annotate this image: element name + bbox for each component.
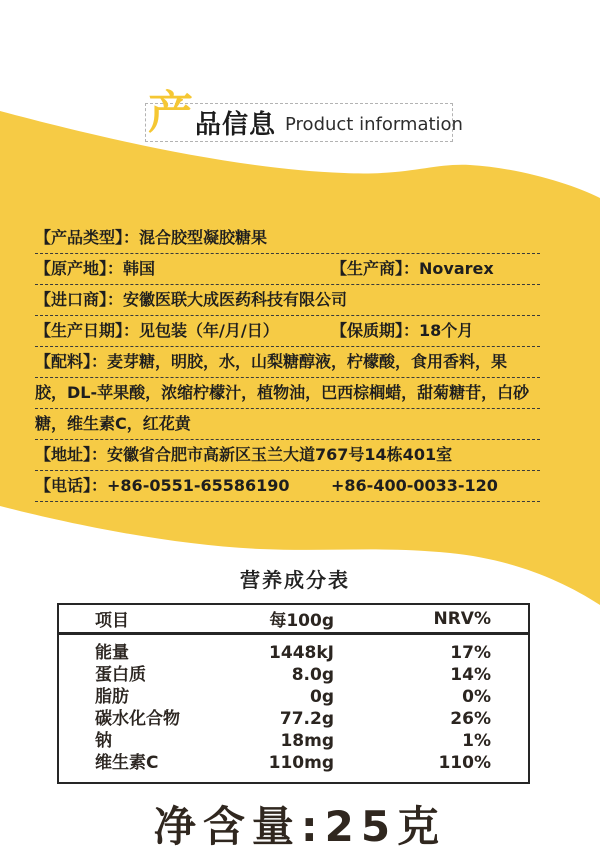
section-title-cn: 品信息: [195, 110, 277, 140]
nutrition-cell-per100g: 18mg: [280, 731, 334, 751]
info-value: Novarex: [419, 259, 494, 278]
info-value: 胶，DL-苹果酸，浓缩柠檬汁，植物油，巴西棕榈蜡，甜菊糖苷，白砂: [35, 383, 530, 402]
info-value: 18个月: [419, 321, 474, 340]
nutrition-row-sodium: [59, 730, 528, 752]
info-value: 混合胶型凝胶糖果: [139, 228, 268, 247]
accent-character: 产: [148, 86, 194, 139]
nutrition-cell-nrv: 14%: [450, 665, 491, 685]
info-label: 【原产地】：: [35, 259, 124, 278]
product-info-list: [35, 223, 540, 502]
info-segment-manufacturer: [331, 254, 494, 283]
nutrition-cell-name: 能量: [95, 643, 129, 663]
nutrition-header-per100g: 每100g: [269, 611, 334, 631]
nutrition-cell-nrv: 1%: [462, 731, 491, 751]
info-label: 【生产日期】：: [35, 321, 140, 340]
nutrition-row-energy: [59, 642, 528, 664]
info-segment-phone2: [331, 471, 498, 500]
nutrition-row-protein: [59, 664, 528, 686]
info-segment-shelf-life: [331, 316, 473, 345]
info-row-importer: [35, 285, 540, 316]
info-row-address: [35, 440, 540, 471]
info-label: 【地址】：: [35, 445, 108, 464]
info-label: 【配料】：: [35, 352, 108, 371]
nutrition-row-carbohydrate: [59, 708, 528, 730]
info-label: 【电话】：: [35, 476, 108, 495]
nutrition-row-vitamin-c: [59, 752, 528, 774]
nutrition-cell-nrv: 26%: [450, 709, 491, 729]
info-value: 麦芽糖，明胶，水，山梨糖醇液，柠檬酸，食用香料，果: [107, 352, 508, 371]
nutrition-cell-name: 维生素C: [95, 753, 159, 773]
nutrition-cell-per100g: 77.2g: [279, 709, 334, 729]
info-value: 见包装（年/月/日）: [139, 321, 279, 340]
info-label: 【保质期】：: [331, 321, 420, 340]
info-value: 糖，维生素C，红花黄: [35, 414, 191, 433]
info-row-product-type: [35, 223, 540, 254]
info-row-ingredients-line2: [35, 378, 540, 409]
nutrition-table: [57, 603, 530, 784]
info-value: +86-0551-65586190: [107, 476, 290, 495]
info-value: +86-400-0033-120: [331, 476, 498, 495]
info-value: 安徽省合肥市高新区玉兰大道767号14栋401室: [107, 445, 453, 464]
nutrition-cell-per100g: 8.0g: [291, 665, 334, 685]
info-label: 【进口商】：: [35, 290, 124, 309]
nutrition-row-fat: [59, 686, 528, 708]
nutrition-cell-nrv: 17%: [450, 643, 491, 663]
info-row-ingredients-line1: [35, 347, 540, 378]
nutrition-table-body: [59, 635, 528, 774]
info-label: 【生产商】：: [331, 259, 420, 278]
nutrition-table-header: [59, 605, 528, 635]
nutrition-header-item: 项目: [95, 611, 129, 631]
nutrition-cell-name: 蛋白质: [95, 665, 146, 685]
nutrition-cell-name: 钠: [95, 731, 112, 751]
nutrition-cell-nrv: 0%: [462, 687, 491, 707]
nutrition-cell-name: 脂肪: [95, 687, 129, 707]
info-label: 【产品类型】：: [35, 228, 140, 247]
net-content-text: 净含量:25克: [153, 802, 447, 851]
nutrition-cell-per100g: 0g: [310, 687, 334, 707]
nutrition-cell-per100g: 110mg: [268, 753, 334, 773]
info-value: 韩国: [123, 259, 156, 278]
nutrition-cell-nrv: 110%: [438, 753, 491, 773]
section-title-en: Product information: [285, 113, 463, 135]
info-value: 安徽医联大成医药科技有限公司: [123, 290, 348, 309]
section-header: [145, 86, 463, 142]
nutrition-table-title: 营养成分表: [240, 568, 350, 592]
nutrition-cell-name: 碳水化合物: [95, 709, 180, 729]
nutrition-cell-per100g: 1448kJ: [269, 643, 334, 663]
info-row-ingredients-line3: [35, 409, 540, 440]
info-row-phone: [35, 471, 540, 502]
nutrition-header-nrv: NRV%: [433, 608, 491, 629]
info-row-production-date-shelf-life: [35, 316, 540, 347]
info-row-origin-manufacturer: [35, 254, 540, 285]
